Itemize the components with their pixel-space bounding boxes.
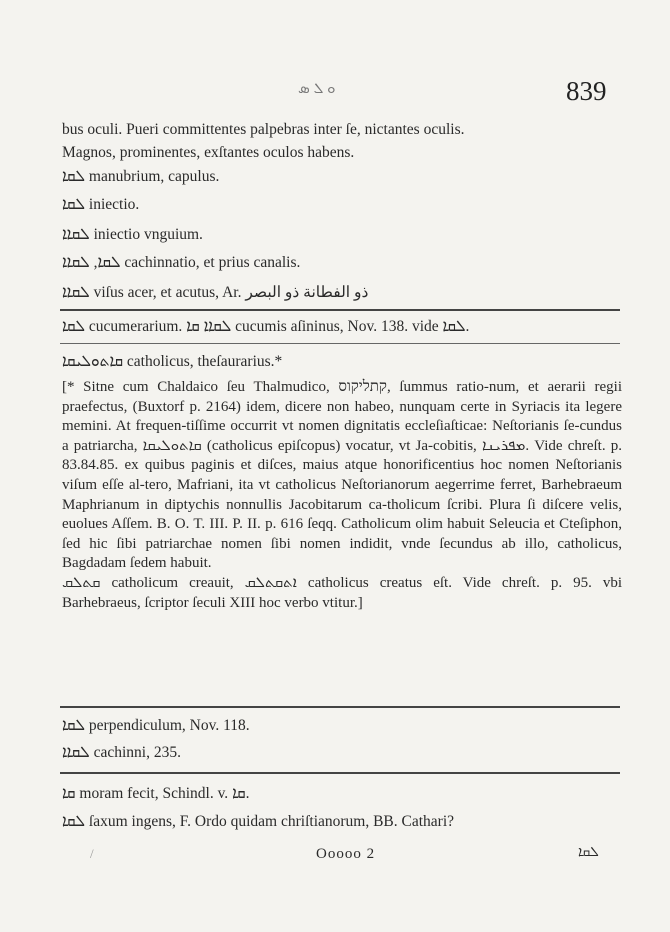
footnote-paragraph: ܩܬܠܩ catholicum creauit, ܐܬܩܬܠܩ catholicus creatus eſt. Vide chreſt. p. 95. vbi Barhebraeus, ſcriptor ſeculi XIII hoc verbo vtitur.]: [62, 574, 623, 611]
entry-line: ܠܩܐܐ viſus acer, et acutus, Ar. ذو الفطانة ذو البصر: [62, 284, 369, 301]
entry-line: ܠܩܐ cucumerarium. ܠܩܐܐ ܩܐ cucumis aſininus, Nov. 138. vide ܠܩܐ.: [62, 318, 470, 335]
entry-line: bus oculi. Pueri committentes palpebras inter ſe, nictantes oculis.: [62, 121, 465, 138]
section-rule: [60, 309, 620, 311]
entry-line: ܠܩܐܐ cachinni, 235.: [62, 744, 181, 761]
signature-mark: Ooooo 2: [316, 846, 376, 862]
entry-line: ܠܩܐ, ܠܩܐܐ cachinnatio, et prius canalis.: [62, 254, 301, 271]
section-rule: [60, 706, 620, 708]
entry-line: ܠܩܐܐ iniectio vnguium.: [62, 226, 203, 243]
page-number: 839: [566, 76, 607, 106]
section-rule: [60, 772, 620, 774]
entry-line: ܠܩܐ manubrium, capulus.: [62, 168, 220, 185]
catchword: ܠܩܐ: [578, 844, 599, 860]
entry-line: ܩܐ moram fecit, Schindl. v. ܩܐ.: [62, 785, 250, 802]
footer-mark: /: [90, 846, 94, 861]
running-head: ܘ ܠ ܣ: [298, 81, 336, 97]
section-rule: [60, 343, 620, 344]
entry-line: ܠܩܐ perpendiculum, Nov. 118.: [62, 717, 250, 734]
footnote: [62, 378, 622, 613]
footnote-paragraph: [* Sitne cum Chaldaico ſeu Thalmudico, קתליקוס, ſummus ratio-num, et aerarii regii praefectus, (Buxtorf p. 2164) idem, dicere non habeo, nunquam certe in Syriacis ita legere memini. At frequen-tiſſime occurrit vt nomen dignitatis eccleſiaſticae: Neſtorianis ſe-cundus a patriarcha, ܩܐܬܘܠܝܩܐ (catholicus epiſcopus) vocatur, vt Ja-cobitis, ܡܦܪܝܢܐ. Vide chreſt. p. 83.84.85. ex quibus paginis et diſces, maius atque honorificentius hoc nomen Neſtorianis viſum eſſe al-tero, Mafriani, ita vt catholicus Neſtorianorum aegerrime ferret, Barhebraeum Maphrianum in diptychis nonnullis Jacobitarum ca-tholicum ſcribi. Plura ſi diſcere velis, euolues Aſſem. B. O. T. III. P. II. p. 616 ſeqq. Catholicum olim habuit Seleucia et Cteſiphon, ſed hic ſibi patriarchae nomen ſibi nomen indidit, vnde ſecundus ab illo, catholicus, Bagdadam ſedem habuit.: [62, 379, 623, 572]
entry-line: ܠܩܐ iniectio.: [62, 196, 140, 213]
entry-line: Magnos, prominentes, exſtantes oculos habens.: [62, 144, 355, 161]
entry-line: ܩܐܬܘܠܝܩܐ catholicus, theſaurarius.*: [62, 353, 283, 370]
entry-line: ܠܩܐ ſaxum ingens, F. Ordo quidam chriſtianorum, BB. Cathari?: [62, 813, 455, 830]
